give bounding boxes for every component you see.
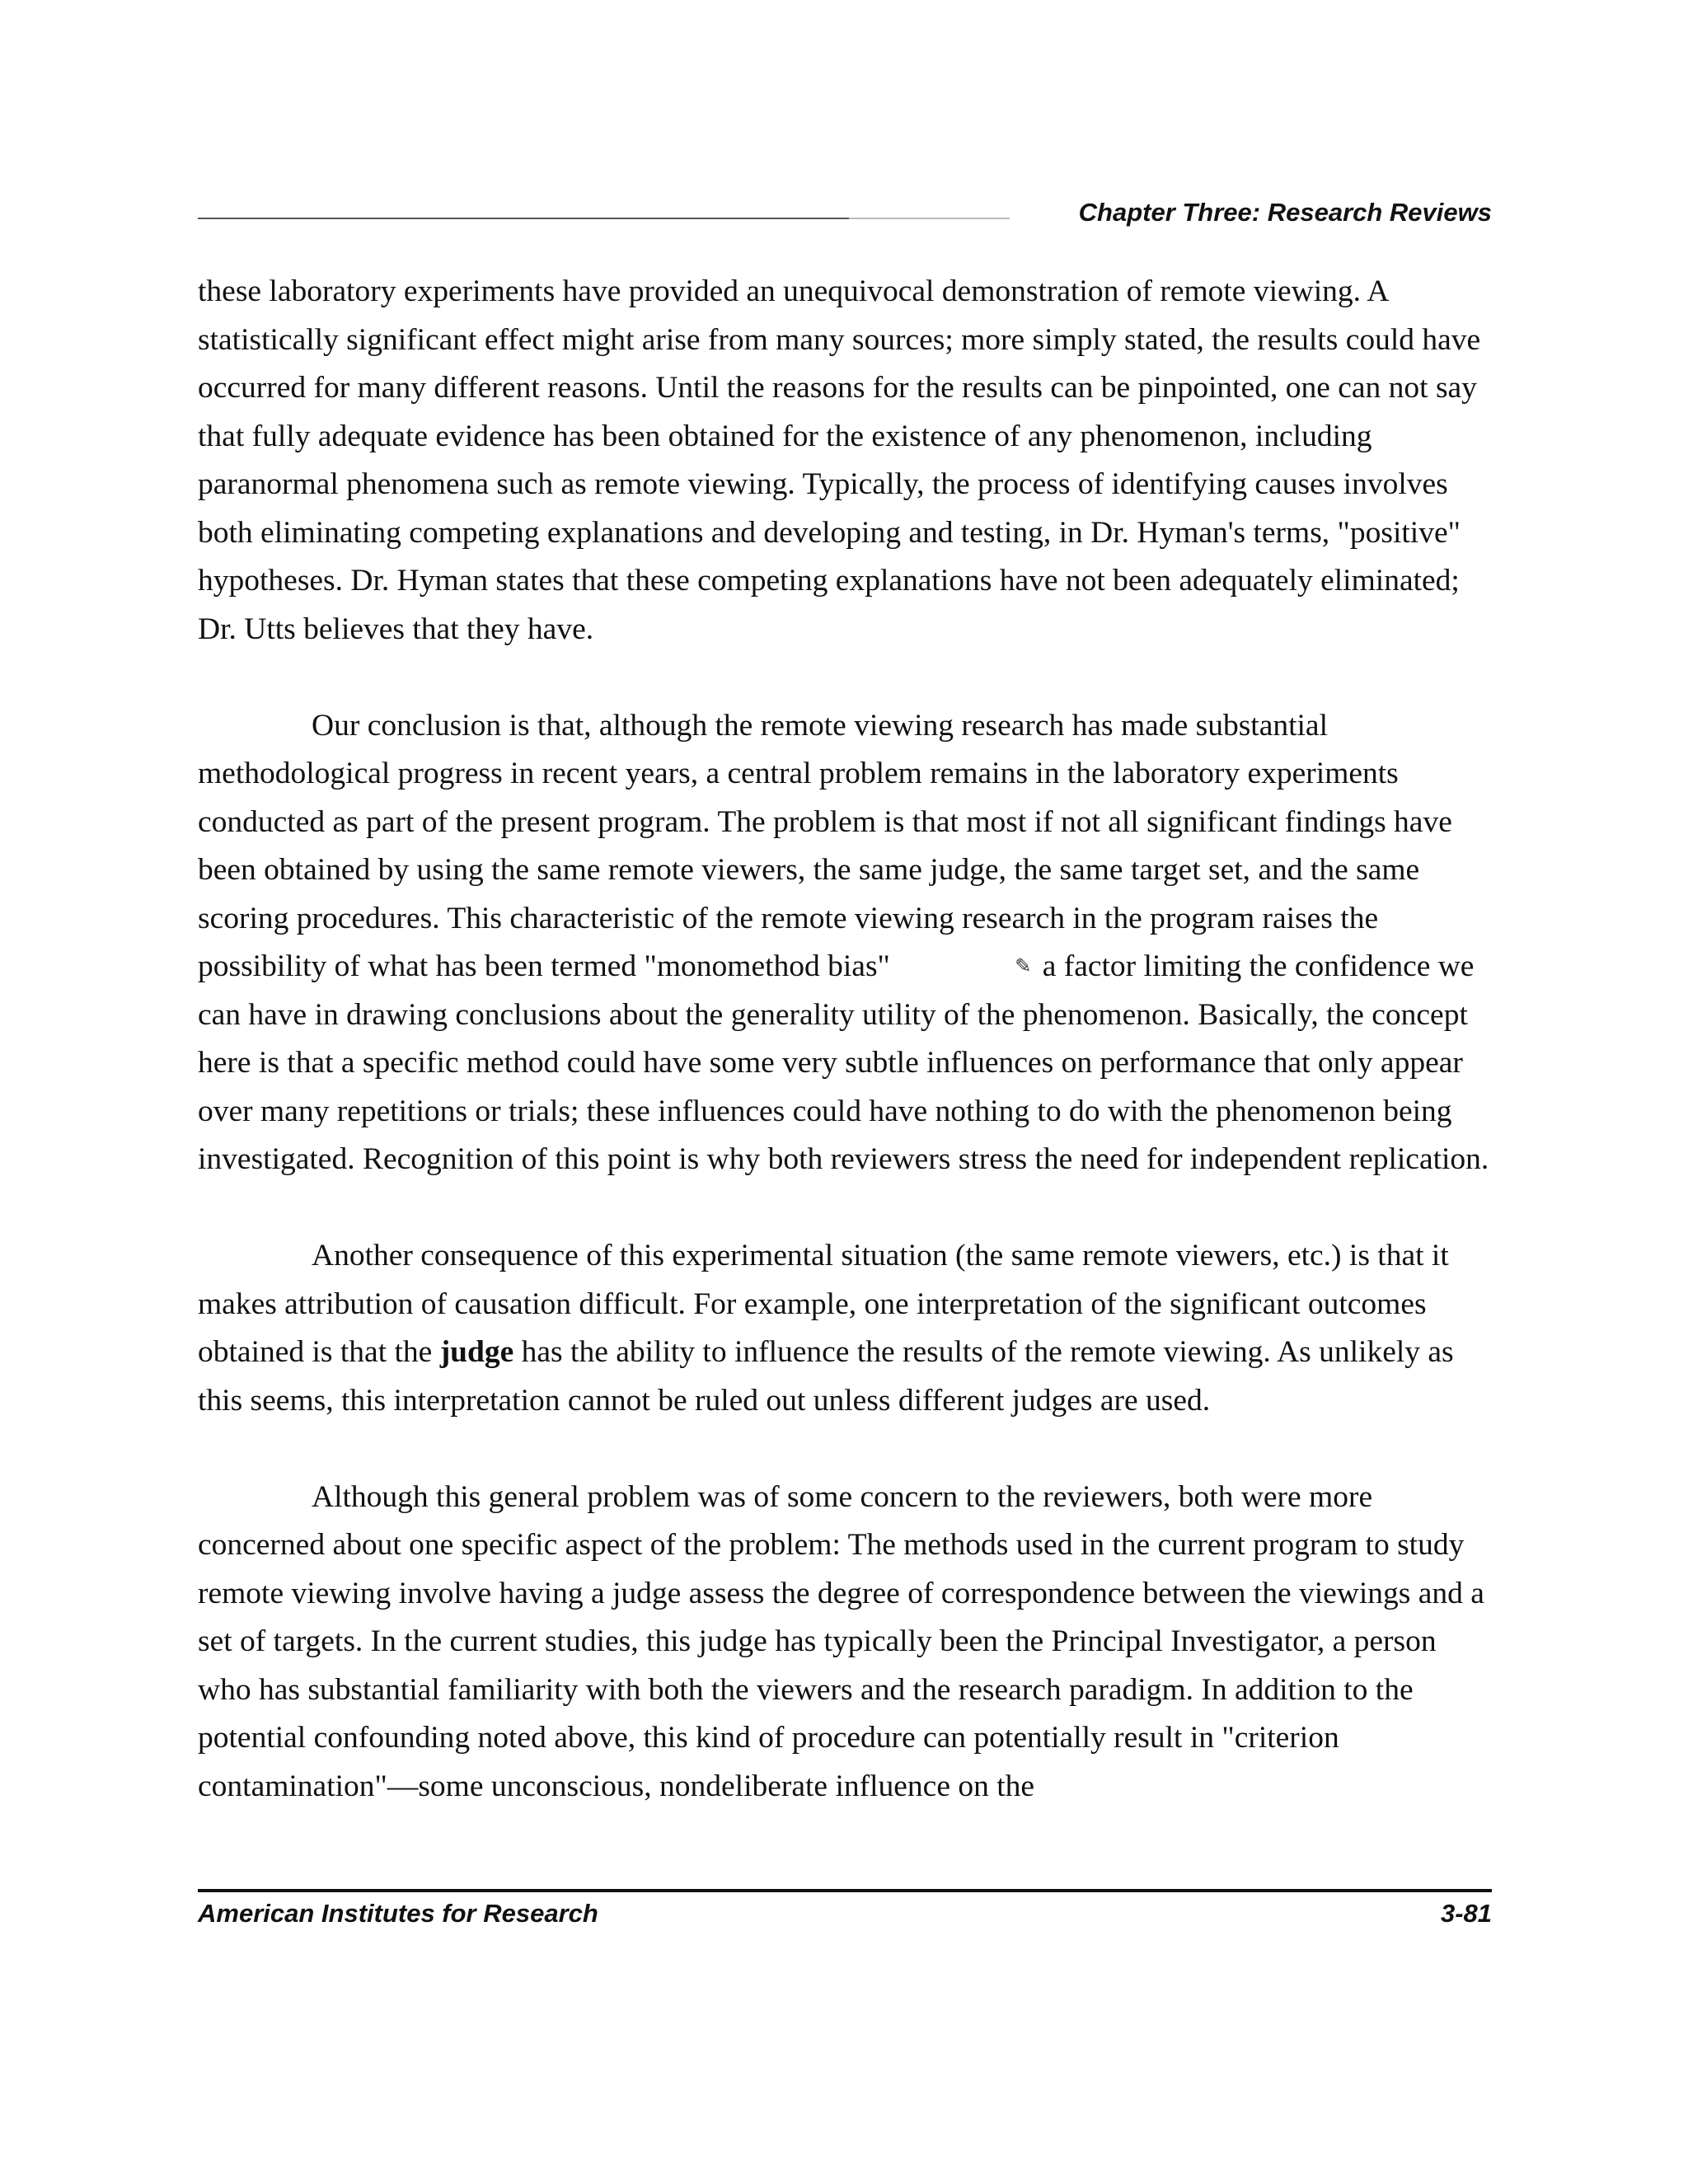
chapter-title: Chapter Three: Research Reviews: [1078, 198, 1492, 227]
emphasis-judge: judge: [439, 1335, 514, 1369]
page-number: 3-81: [1440, 1899, 1492, 1928]
header-rule: [198, 218, 1010, 219]
paragraph-2-part-1: Our conclusion is that, although the remote viewing research has made substantial methodological progress in recent years, a central problem remains in the laboratory experiments conducted as part of the present program. The problem is that most if not all significant findings have been obtained by using the same remote viewers, the same judge, the same target set, and the same scoring procedures. This characteristic of the remote viewing research in the program raises the possibility of what has been termed "monomethod bias": [198, 708, 1452, 983]
body-text: [198, 268, 1492, 1811]
footer-organization: American Institutes for Research: [198, 1899, 598, 1928]
running-header: [198, 196, 1492, 237]
pencil-icon: ✎: [1015, 954, 1032, 977]
page-footer: [198, 1889, 1492, 1938]
header-rule-fade: [849, 218, 1010, 219]
paragraph-3-part-2: has the ability to influence the results of the remote viewing. As unlikely as this seems, this interpretation cannot be ruled out unless different judges are used.: [198, 1335, 1454, 1418]
paragraph-1: these laboratory experiments have provided an unequivocal demonstration of remote viewing. A statistically significant effect might arise from many sources; more simply stated, the results could have occurred for many different reasons. Until the reasons for the results can be pinpointed, one can not say that fully adequate evidence has been obtained for the existence of any phenomenon, including paranormal phenomena such as remote viewing. Typically, the process of identifying causes involves both eliminating competing explanations and developing and testing, in Dr. Hyman's terms, "positive" hypotheses. Dr. Hyman states that these competing explanations have not been adequately eliminated; Dr. Utts believes that they have.: [198, 274, 1481, 646]
paragraph-3: [198, 1232, 1492, 1425]
paragraph-3-part-1: Another consequence of this experimental situation (the same remote viewers, etc.) is that it makes attribution of causation difficult. For example, one interpretation of the significant outcomes obtained is that the: [198, 1239, 1449, 1369]
paragraph-2-part-2: a factor limiting the confidence we can have in drawing conclusions about the generality utility of the phenomenon. Basically, the concept here is that a specific method could have some very subtle influences on performance that only appear over many repetitions or trials; these influences could have nothing to do with the phenomenon being investigated. Recognition of this point is why both reviewers stress the need for independent replication.: [198, 949, 1489, 1176]
footer-rule: [198, 1889, 1492, 1892]
paragraph-4: Although this general problem was of some concern to the reviewers, both were more concerned about one specific aspect of the problem: The methods used in the current program to study remote viewing involve having a judge assess the degree of correspondence between the viewings and a set of targets. In the current studies, this judge has typically been the Principal Investigator, a person who has substantial familiarity with both the viewers and the research paradigm. In addition to the potential confounding noted above, this kind of procedure can potentially result in "criterion contamination"—some unconscious, nondeliberate influence on the: [198, 1479, 1484, 1803]
paragraph-2: [198, 702, 1492, 1184]
document-page: [198, 0, 1492, 2184]
